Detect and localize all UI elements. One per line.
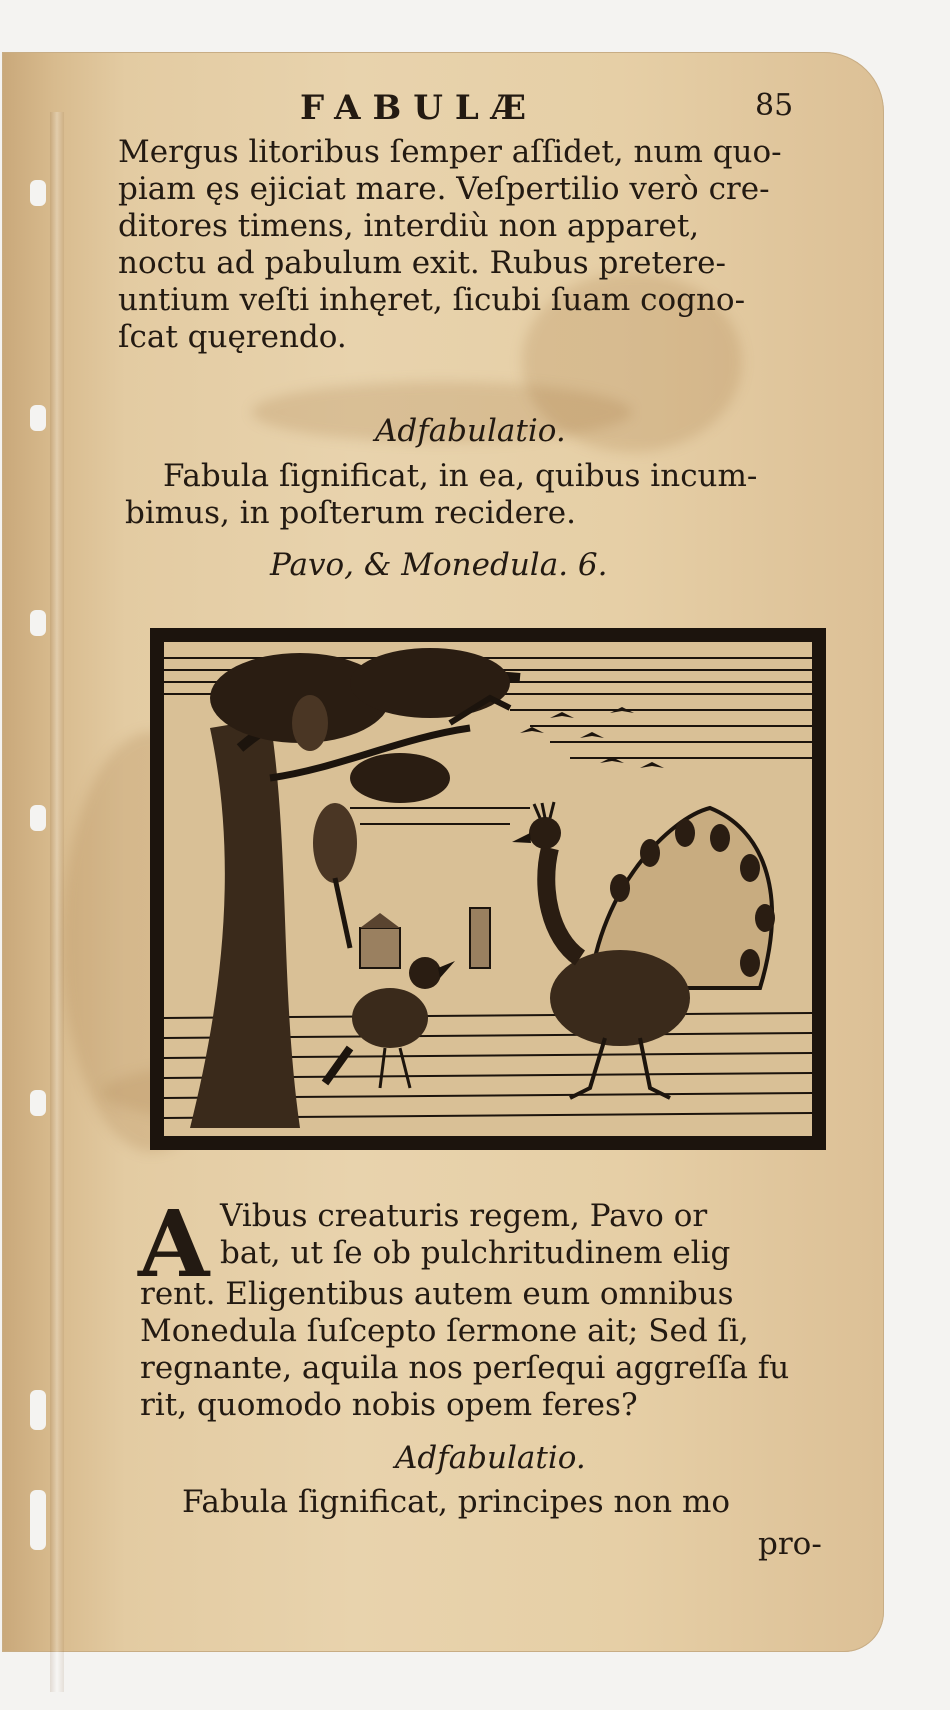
drop-cap-initial: A	[138, 1190, 210, 1298]
text-line: ſcat quęrendo.	[118, 319, 347, 355]
text-line: Vibus creaturis regem, Pavo or	[220, 1198, 708, 1234]
fable-title: Pavo, & Monedula. 6.	[270, 547, 608, 583]
moral-text-line: Fabula ſignificat, principes non mo	[182, 1484, 731, 1520]
text-line: rit, quomodo nobis opem feres?	[140, 1387, 638, 1423]
moral-heading-2: Adfabulatio.	[395, 1440, 586, 1476]
moral-heading: Adfabulatio.	[375, 413, 566, 449]
catchword: pro-	[758, 1526, 822, 1562]
text-line: Fabula ſignificat, in ea, quibus incum-	[163, 458, 758, 494]
page-number: 85	[755, 88, 794, 123]
text-line: untium veſti inhęret, ſicubi ſuam cogno-	[118, 282, 746, 318]
fable-text-block	[140, 1276, 789, 1424]
text-line: Monedula ſuſcepto ſermone ait; Sed ſi,	[140, 1313, 749, 1349]
text-line: ditores timens, interdiù non apparet,	[118, 208, 700, 244]
running-header-title: FABULÆ	[300, 88, 538, 128]
text-line: piam ęs ejiciat mare. Veſpertilio verò cre-	[118, 171, 770, 207]
fable-text-first-lines	[220, 1198, 730, 1272]
text-line: Mergus litoribus ſemper aſſidet, num quo-	[118, 134, 782, 170]
moral-text-block	[125, 458, 757, 532]
text-line: noctu ad pabulum exit. Rubus pretere-	[118, 245, 726, 281]
text-line: bimus, in poſterum recidere.	[125, 495, 576, 531]
woodcut-illustration	[150, 628, 826, 1150]
text-line: regnante, aquila nos perſequi aggreſſa fu	[140, 1350, 790, 1386]
text-line: rent. Eligentibus autem eum omnibus	[140, 1276, 734, 1312]
top-text-block	[118, 134, 782, 356]
text-line: bat, ut ſe ob pulchritudinem elig	[220, 1235, 731, 1271]
